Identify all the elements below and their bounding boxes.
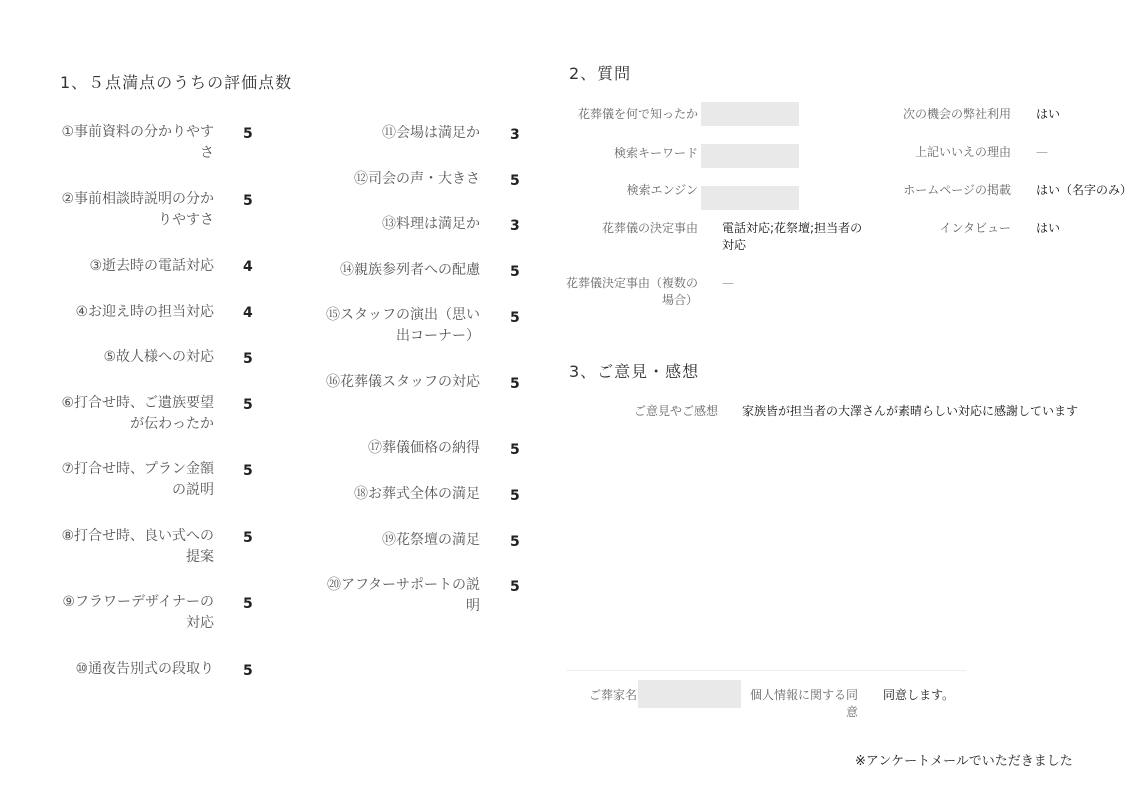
rating-score: 5	[510, 310, 520, 326]
redacted-value	[701, 102, 799, 126]
question-label: 花葬儀決定事由（複数の場合）	[566, 276, 699, 307]
rating-score: 5	[510, 579, 520, 595]
comment-value: 家族皆が担当者の大澤さんが素晴らしい対応に感謝しています	[742, 404, 1079, 418]
rating-label: ⑮スタッフの演出（思い出コーナー）	[326, 307, 480, 344]
rating-label: ②事前相談時説明の分かりやすさ	[61, 191, 214, 228]
rating-score: 5	[510, 264, 520, 280]
question-label: 花葬儀の決定事由	[601, 221, 698, 235]
question-value: —	[722, 276, 734, 290]
question-label: インタビュー	[939, 221, 1011, 235]
privacy-consent-value: 同意します。	[883, 688, 955, 702]
rating-score: 5	[243, 193, 253, 209]
rating-label: ⑲花祭壇の満足	[382, 532, 480, 548]
rating-label: ⑱お葬式全体の満足	[354, 486, 480, 502]
survey-source-note: ※アンケートメールでいただきました	[855, 754, 1073, 769]
redacted-value	[701, 144, 799, 168]
privacy-consent-label: 個人情報に関する同意	[749, 688, 858, 719]
question-label: 上記いいえの理由	[914, 145, 1011, 159]
question-label: 検索キーワード	[613, 146, 698, 160]
family-name-redacted	[638, 680, 741, 708]
rating-label: ⑪会場は満足か	[382, 125, 480, 141]
rating-label: ④お迎え時の担当対応	[75, 304, 214, 320]
question-value: はい	[1036, 107, 1061, 121]
rating-score: 5	[243, 397, 253, 413]
rating-label: ⑳アフターサポートの説明	[326, 577, 480, 614]
rating-score: 5	[510, 173, 520, 189]
question-label: 次の機会の弊社利用	[902, 107, 1011, 121]
section3-title: 3、ご意見・感想	[569, 362, 700, 381]
rating-score: 5	[243, 596, 253, 612]
rating-label: ①事前資料の分かりやすさ	[61, 124, 214, 161]
section2-title: 2、質問	[569, 64, 632, 83]
rating-score: 5	[243, 351, 253, 367]
rating-label: ⑨フラワーデザイナーの対応	[62, 594, 214, 631]
question-value: 電話対応;花祭壇;担当者の対応	[722, 221, 863, 252]
question-value: はい	[1036, 221, 1061, 235]
question-label: 花葬儀を何で知ったか	[577, 107, 698, 121]
rating-score: 4	[243, 305, 253, 321]
family-name-label: ご葬家名	[588, 688, 637, 702]
rating-label: ⑯花葬儀スタッフの対応	[326, 374, 480, 390]
section1-title: 1、５点満点のうちの評価点数	[60, 73, 293, 92]
rating-label: ⑤故人様への対応	[103, 349, 214, 365]
question-label: ホームページの掲載	[903, 183, 1011, 197]
rating-label: ⑰葬儀価格の納得	[368, 440, 480, 456]
rating-label: ⑦打合せ時、プラン金額の説明	[61, 461, 214, 498]
rating-score: 3	[510, 127, 520, 143]
rating-score: 4	[243, 259, 253, 275]
question-label: 検索エンジン	[626, 183, 698, 197]
rating-label: ⑥打合せ時、ご遺族要望が伝わったか	[61, 395, 214, 432]
rating-label: ③逝去時の電話対応	[89, 258, 214, 274]
rating-score: 5	[243, 663, 253, 679]
comment-label: ご意見やご感想	[633, 404, 718, 418]
redacted-value	[701, 186, 799, 210]
footer-divider	[566, 670, 966, 671]
rating-score: 5	[510, 534, 520, 550]
rating-label: ⑫司会の声・大きさ	[354, 171, 480, 187]
rating-score: 5	[510, 488, 520, 504]
question-value: はい（名字のみ）	[1036, 183, 1133, 197]
rating-score: 5	[243, 530, 253, 546]
rating-score: 5	[510, 442, 520, 458]
rating-score: 5	[510, 376, 520, 392]
rating-label: ⑭親族参列者への配慮	[340, 262, 480, 278]
rating-score: 3	[510, 218, 520, 234]
rating-label: ⑬料理は満足か	[382, 216, 480, 232]
question-value: —	[1036, 145, 1048, 159]
rating-score: 5	[243, 463, 253, 479]
rating-score: 5	[243, 126, 253, 142]
rating-label: ⑩通夜告別式の段取り	[75, 661, 214, 677]
rating-label: ⑧打合せ時、良い式への提案	[61, 528, 214, 565]
